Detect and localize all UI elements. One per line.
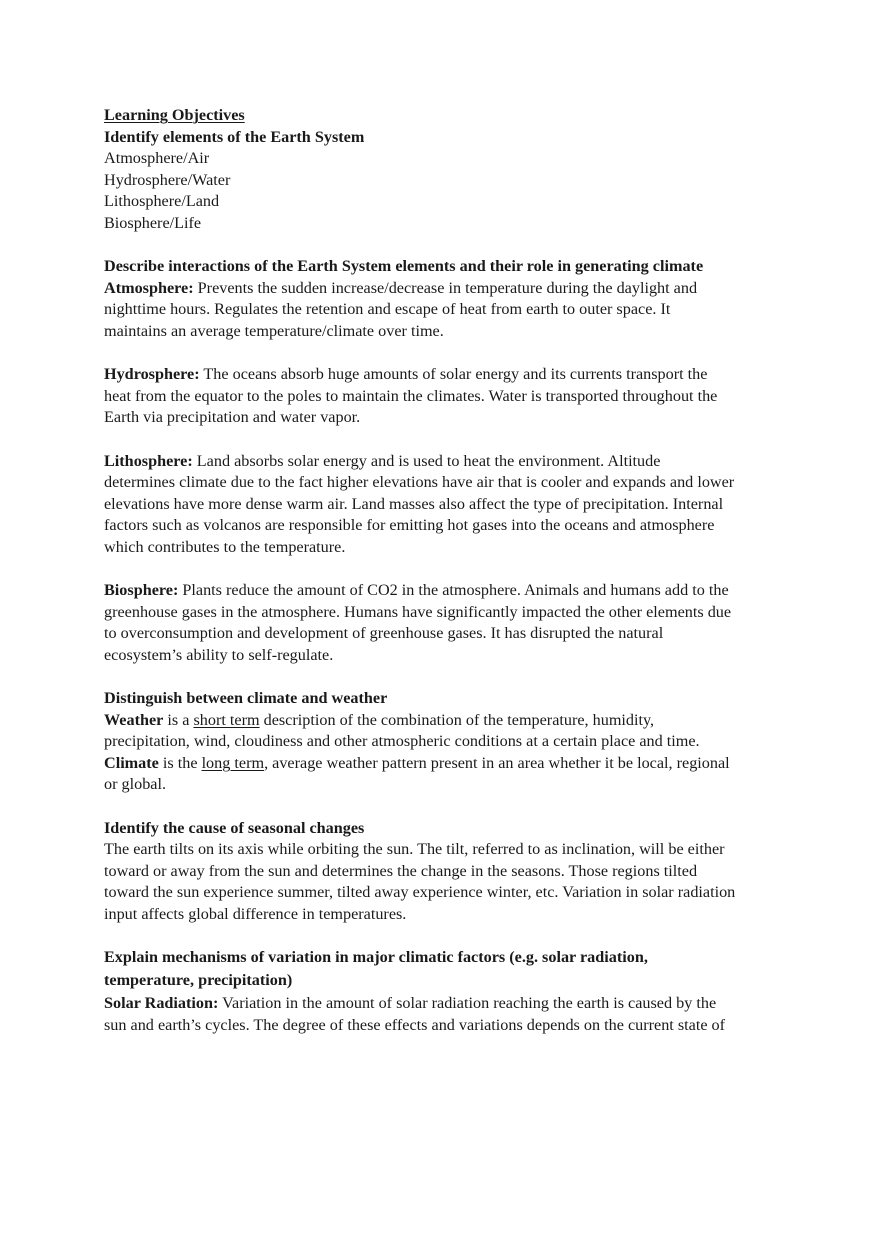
- section-heading-climatic-factors: Explain mechanisms of variation in major climatic factors (e.g. solar radiation,: [104, 948, 648, 967]
- paragraph-hydrosphere: [104, 364, 794, 429]
- paragraph-text: The oceans absorb huge amounts of solar energy and its currents transport the: [199, 365, 708, 384]
- paragraph-text: is a: [163, 710, 194, 729]
- paragraph-text: nighttime hours. Regulates the retention and escape of heat from earth to outer space. It: [104, 300, 671, 319]
- section-heading-seasonal-changes: Identify the cause of seasonal changes: [104, 818, 365, 837]
- term-label-atmosphere: Atmosphere:: [104, 278, 194, 297]
- paragraph-text: elevations have more dense warm air. Land masses also affect the type of precipitation. Internal: [104, 494, 724, 513]
- underlined-term-long-term: long term: [201, 753, 265, 772]
- paragraph-lithosphere: [104, 451, 794, 559]
- paragraph-text: maintains an average temperature/climate over time.: [104, 321, 444, 340]
- paragraph-text: toward or away from the sun and determines the change in the seasons. Those regions tilted: [104, 861, 698, 880]
- paragraph-weather: [104, 710, 794, 753]
- paragraph-text: factors such as volcanos are responsible for emitting hot gases into the oceans and atmosphere: [104, 516, 715, 535]
- element-item-hydrosphere: Hydrosphere/Water: [104, 170, 231, 189]
- spacer: [104, 666, 794, 688]
- paragraph-atmosphere: [104, 278, 794, 343]
- paragraph-text: greenhouse gases in the atmosphere. Humans have significantly impacted the other elements due: [104, 602, 732, 621]
- paragraph-text: or global.: [104, 775, 167, 794]
- paragraph-text: toward the sun experience summer, tilted away experience winter, etc. Variation in solar radiation: [104, 883, 736, 902]
- paragraph-text: to overconsumption and development of greenhouse gases. It has disrupted the natural: [104, 624, 664, 643]
- term-label-weather: Weather: [104, 710, 164, 729]
- underlined-term-short-term: short term: [193, 710, 260, 729]
- paragraph-seasons: [104, 839, 794, 925]
- learning-objectives-title: Learning Objectives: [104, 106, 245, 124]
- paragraph-text: is the: [158, 753, 202, 772]
- term-label-hydrosphere: Hydrosphere:: [104, 365, 200, 384]
- term-label-biosphere: Biosphere:: [104, 581, 179, 600]
- spacer: [104, 429, 794, 451]
- paragraph-text: ecosystem’s ability to self-regulate.: [104, 645, 334, 664]
- term-label-lithosphere: Lithosphere:: [104, 451, 193, 470]
- paragraph-text: Earth via precipitation and water vapor.: [104, 408, 361, 427]
- paragraph-text: Prevents the sudden increase/decrease in temperature during the daylight and: [193, 278, 698, 297]
- spacer: [104, 558, 794, 580]
- paragraph-text: The earth tilts on its axis while orbiting the sun. The tilt, referred to as inclination, will be either: [104, 840, 725, 859]
- paragraph-text: heat from the equator to the poles to maintain the climates. Water is transported throughout the: [104, 386, 718, 405]
- paragraph-text: Plants reduce the amount of CO2 in the atmosphere. Animals and humans add to the: [178, 581, 729, 600]
- paragraph-text: Variation in the amount of solar radiation reaching the earth is caused by the: [218, 994, 717, 1013]
- term-label-solar-radiation: Solar Radiation:: [104, 994, 219, 1013]
- paragraph-text: input affects global difference in temperatures.: [104, 904, 407, 923]
- paragraph-text: sun and earth’s cycles. The degree of these effects and variations depends on the current state of: [104, 1015, 726, 1034]
- paragraph-text: Land absorbs solar energy and is used to heat the environment. Altitude: [192, 451, 661, 470]
- section-heading-interactions: Describe interactions of the Earth System elements and their role in generating climate: [104, 257, 704, 276]
- spacer: [104, 343, 794, 365]
- term-label-climate: Climate: [104, 753, 159, 772]
- paragraph-text: determines climate due to the fact higher elevations have air that is cooler and expands and lower: [104, 473, 735, 492]
- element-item-biosphere: Biosphere/Life: [104, 213, 202, 232]
- paragraph-text: which contributes to the temperature.: [104, 537, 346, 556]
- paragraph-text: description of the combination of the temperature, humidity,: [259, 710, 655, 729]
- paragraph-climate: [104, 753, 794, 796]
- section-heading-climatic-factors-cont: temperature, precipitation): [104, 971, 293, 990]
- element-item-atmosphere: Atmosphere/Air: [104, 149, 210, 168]
- document-body: [104, 105, 794, 1036]
- spacer: [104, 235, 794, 257]
- paragraph-solar-radiation: [104, 993, 794, 1036]
- paragraph-text: , average weather pattern present in an area whether it be local, regional: [264, 753, 730, 772]
- element-item-lithosphere: Lithosphere/Land: [104, 192, 220, 211]
- spacer: [104, 796, 794, 818]
- paragraph-biosphere: [104, 580, 794, 666]
- section-heading-climate-weather: Distinguish between climate and weather: [104, 689, 388, 708]
- section-heading-earth-system: Identify elements of the Earth System: [104, 127, 365, 146]
- spacer: [104, 926, 794, 948]
- paragraph-text: precipitation, wind, cloudiness and other atmospheric conditions at a certain place and time.: [104, 732, 700, 751]
